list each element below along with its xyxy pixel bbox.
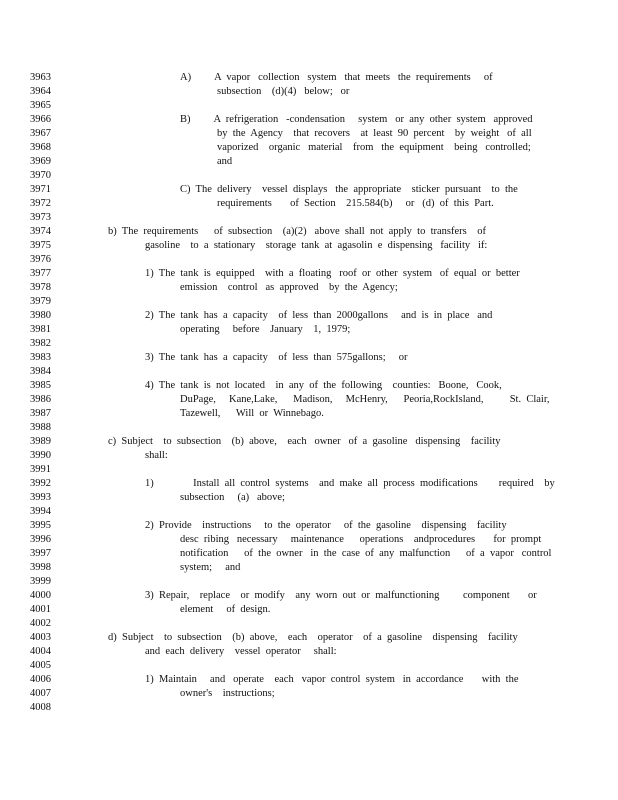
text-line: subsection (d)(4) below; or — [217, 86, 350, 97]
line-number: 3986 — [30, 394, 51, 405]
text-line: element of design. — [180, 604, 271, 615]
text-line: c) Subject to subsection (b) above, each owner of a gasoline dispensing facility — [108, 436, 501, 447]
text-line: system; and — [180, 562, 241, 573]
text-line: gasoline to a stationary storage tank at agasolin e dispensing facility if: — [145, 240, 488, 251]
text-line: b) The requirements of subsection (a)(2) above shall not apply to transfers of — [108, 226, 486, 237]
line-number: 3992 — [30, 478, 51, 489]
text-line: d) Subject to subsection (b) above, each operator of a gasoline dispensing facility — [108, 632, 518, 643]
line-number: 4008 — [30, 702, 51, 713]
text-line: 2) Provide instructions to the operator of the gasoline dispensing facility — [145, 520, 507, 531]
line-number: 4001 — [30, 604, 51, 615]
line-number: 3979 — [30, 296, 51, 307]
line-number: 3967 — [30, 128, 51, 139]
line-number: 3970 — [30, 170, 51, 181]
text-line: A) A vapor collection system that meets the requirements of — [180, 72, 493, 83]
line-number: 4004 — [30, 646, 51, 657]
line-number: 3983 — [30, 352, 51, 363]
text-line: operating before January 1, 1979; — [180, 324, 351, 335]
text-line: 1) Maintain and operate each vapor control system in accordance with the — [145, 674, 519, 685]
line-number: 3981 — [30, 324, 51, 335]
line-number: 3991 — [30, 464, 51, 475]
text-line: 3) The tank has a capacity of less than 575gallons; or — [145, 352, 408, 363]
line-number: 3973 — [30, 212, 51, 223]
line-number: 3971 — [30, 184, 51, 195]
text-line: 4) The tank is not located in any of the following counties: Boone, Cook, — [145, 380, 502, 391]
text-line: subsection (a) above; — [180, 492, 285, 503]
line-number: 3976 — [30, 254, 51, 265]
line-number: 3993 — [30, 492, 51, 503]
line-number: 3972 — [30, 198, 51, 209]
line-number: 3987 — [30, 408, 51, 419]
text-line: and — [217, 156, 233, 167]
text-line: C) The delivery vessel displays the appropriate sticker pursuant to the — [180, 184, 518, 195]
text-line: 1) The tank is equipped with a floating roof or other system of equal or better — [145, 268, 520, 279]
text-line: by the Agency that recovers at least 90 percent by weight of all — [217, 128, 532, 139]
text-line: desc ribing necessary maintenance operations andprocedures for prompt — [180, 534, 542, 545]
line-number: 3965 — [30, 100, 51, 111]
text-line: emission control as approved by the Agency; — [180, 282, 398, 293]
text-line: 2) The tank has a capacity of less than 2000gallons and is in place and — [145, 310, 493, 321]
line-number: 4005 — [30, 660, 51, 671]
line-number: 3989 — [30, 436, 51, 447]
line-number: 3963 — [30, 72, 51, 83]
line-number: 3995 — [30, 520, 51, 531]
line-number: 3985 — [30, 380, 51, 391]
text-line: 3) Repair, replace or modify any worn out or malfunctioning component or — [145, 590, 537, 601]
line-number: 3977 — [30, 268, 51, 279]
line-number: 3997 — [30, 548, 51, 559]
line-number: 4002 — [30, 618, 51, 629]
line-number: 3999 — [30, 576, 51, 587]
line-number: 4006 — [30, 674, 51, 685]
line-number: 4007 — [30, 688, 51, 699]
line-number: 3994 — [30, 506, 51, 517]
line-number: 3980 — [30, 310, 51, 321]
text-line: requirements of Section 215.584(b) or (d) of this Part. — [217, 198, 494, 209]
line-number: 3984 — [30, 366, 51, 377]
line-number: 4000 — [30, 590, 51, 601]
line-number: 3978 — [30, 282, 51, 293]
line-number: 4003 — [30, 632, 51, 643]
line-number: 3968 — [30, 142, 51, 153]
text-line: and each delivery vessel operator shall: — [145, 646, 337, 657]
text-line: notification of the owner in the case of any malfunction of a vapor control — [180, 548, 552, 559]
line-number: 3990 — [30, 450, 51, 461]
line-number: 3998 — [30, 562, 51, 573]
line-number: 3996 — [30, 534, 51, 545]
line-number: 3964 — [30, 86, 51, 97]
text-line: owner's instructions; — [180, 688, 275, 699]
text-line: Tazewell, Will or Winnebago. — [180, 408, 324, 419]
text-line: B) A refrigeration -condensation system or any other system approved — [180, 114, 533, 125]
text-line: DuPage, Kane,Lake, Madison, McHenry, Peoria,RockIsland, St. Clair, — [180, 394, 550, 405]
text-line: 1) Install all control systems and make all process modifications required by — [145, 478, 555, 489]
line-number: 3966 — [30, 114, 51, 125]
line-number: 3975 — [30, 240, 51, 251]
text-line: shall: — [145, 450, 168, 461]
line-number: 3969 — [30, 156, 51, 167]
line-number: 3982 — [30, 338, 51, 349]
text-line: vaporized organic material from the equipment being controlled; — [217, 142, 531, 153]
line-number: 3988 — [30, 422, 51, 433]
line-number: 3974 — [30, 226, 51, 237]
